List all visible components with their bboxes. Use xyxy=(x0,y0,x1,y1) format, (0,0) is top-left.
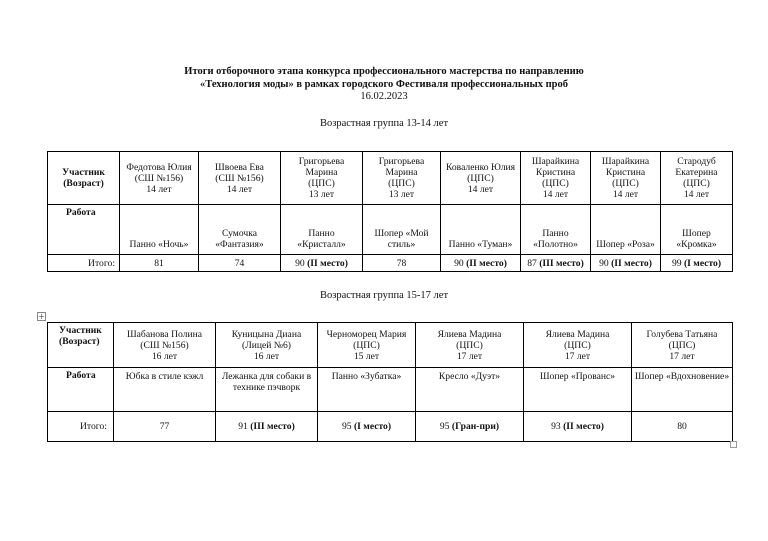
table-move-handle-icon[interactable]: + xyxy=(38,312,45,321)
work-cell: Панно «Зубатка» xyxy=(318,368,416,412)
document-date: 16.02.2023 xyxy=(360,91,408,102)
participant-row xyxy=(48,152,733,205)
total-cell: 74 xyxy=(199,255,281,272)
total-cell: 90 (II место) xyxy=(281,255,363,272)
total-cell: 80 xyxy=(632,412,733,442)
work-cell: Кресло «Дуэт» xyxy=(416,368,524,412)
work-header: Работа xyxy=(48,205,120,255)
participant-cell: Черноморец Мария (ЦПС) 15 лет xyxy=(318,323,416,368)
table-resize-handle[interactable] xyxy=(730,441,737,448)
total-cell: 81 xyxy=(120,255,199,272)
total-cell: 93 (II место) xyxy=(524,412,632,442)
work-cell: Панно «Ночь» xyxy=(120,205,199,255)
participant-cell: Шарайкина Кристина (ЦПС) 14 лет xyxy=(591,152,661,205)
total-cell: 95 (Гран-при) xyxy=(416,412,524,442)
group-1-table[interactable] xyxy=(47,151,733,272)
participant-cell: Ялиева Мадина (ЦПС) 17 лет xyxy=(416,323,524,368)
participant-cell: Григорьева Марина (ЦПС) 13 лет xyxy=(281,152,363,205)
participant-cell: Федотова Юлия (СШ №156) 14 лет xyxy=(120,152,199,205)
group-2-table[interactable] xyxy=(47,322,733,442)
group-2-label: Возрастная группа 15-17 лет xyxy=(319,290,449,301)
participant-cell: Стародуб Екатерина (ЦПС) 14 лет xyxy=(661,152,733,205)
total-cell: 87 (III место) xyxy=(521,255,591,272)
work-cell: Шопер «Мой стиль» xyxy=(363,205,441,255)
total-row xyxy=(48,255,733,272)
participant-cell: Григорьева Марина (ЦПС) 13 лет xyxy=(363,152,441,205)
total-cell: 78 xyxy=(363,255,441,272)
participant-cell: Ялиева Мадина (ЦПС) 17 лет xyxy=(524,323,632,368)
title-line-2: «Технология моды» в рамках городского Фестиваля профессиональных проб xyxy=(200,78,568,90)
participant-cell: Швоева Ева (СШ №156) 14 лет xyxy=(199,152,281,205)
total-cell: 91 (III место) xyxy=(216,412,318,442)
work-row xyxy=(48,205,733,255)
total-cell: 77 xyxy=(114,412,216,442)
work-cell: Панно «Полотно» xyxy=(521,205,591,255)
work-cell: Юбка в стиле кэжл xyxy=(114,368,216,412)
total-cell: 99 (I место) xyxy=(661,255,733,272)
participant-cell: Куницына Диана (Лицей №6) 16 лет xyxy=(216,323,318,368)
work-cell: Шопер «Роза» xyxy=(591,205,661,255)
participant-cell: Голубева Татьяна (ЦПС) 17 лет xyxy=(632,323,733,368)
work-row xyxy=(48,368,733,412)
participant-cell: Шабанова Полина (СШ №156) 16 лет xyxy=(114,323,216,368)
work-cell: Сумочка «Фантазия» xyxy=(199,205,281,255)
total-label: Итого: xyxy=(48,412,114,442)
work-header: Работа xyxy=(48,368,114,412)
total-cell: 95 (I место) xyxy=(318,412,416,442)
title-line-1: Итоги отборочного этапа конкурса профессионального мастерства по направлению xyxy=(184,66,584,77)
participant-row xyxy=(48,323,733,368)
total-label: Итого: xyxy=(48,255,120,272)
total-cell: 90 (II место) xyxy=(441,255,521,272)
group-1-label: Возрастная группа 13-14 лет xyxy=(319,118,449,129)
work-cell: Лежанка для собаки в технике пэчворк xyxy=(216,368,318,412)
total-row xyxy=(48,412,733,442)
work-cell: Шопер «Вдохновение» xyxy=(632,368,733,412)
participant-cell: Коваленко Юлия (ЦПС) 14 лет xyxy=(441,152,521,205)
work-cell: Шопер «Кромка» xyxy=(661,205,733,255)
document-title xyxy=(0,66,768,104)
work-cell: Панно «Туман» xyxy=(441,205,521,255)
total-cell: 90 (II место) xyxy=(591,255,661,272)
work-cell: Шопер «Прованс» xyxy=(524,368,632,412)
participant-header: Участник (Возраст) xyxy=(48,152,120,205)
participant-header: Участник (Возраст) xyxy=(48,323,114,368)
work-cell: Панно «Кристалл» xyxy=(281,205,363,255)
participant-cell: Шарайкина Кристина (ЦПС) 14 лет xyxy=(521,152,591,205)
